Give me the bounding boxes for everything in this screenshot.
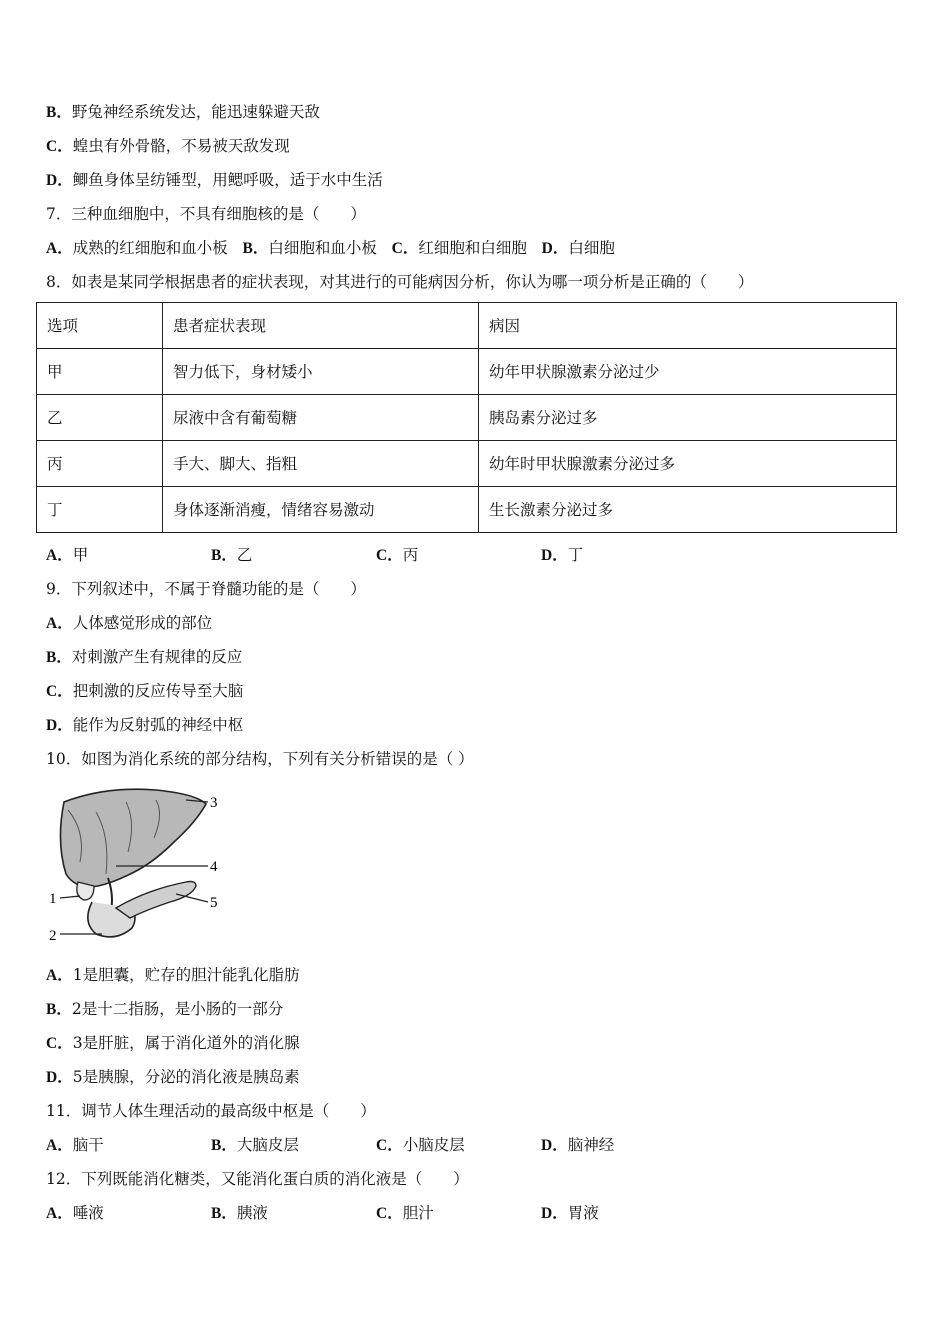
q10-stem: 10．如图为消化系统的部分结构，下列有关分析错误的是（ ） [46,750,474,768]
q10-option-c: C．3是肝脏，属于消化道外的消化腺 [46,1034,300,1052]
q11-option-a: A．脑干 [46,1136,104,1154]
table-cell: 乙 [37,395,163,441]
figure-label-2: 2 [49,928,57,944]
table-cell: 身体逐渐消瘦，情绪容易激动 [163,487,479,533]
table-header-cell: 病因 [479,303,897,349]
q9-option-d: D．能作为反射弧的神经中枢 [46,716,244,734]
table-cell: 幼年甲状腺激素分泌过少 [479,349,897,395]
q8-option-d: D．丁 [541,546,584,564]
gallbladder-shape [77,882,94,900]
table-cell: 丙 [37,441,163,487]
q12-option-b: B．胰液 [211,1204,268,1222]
q9-option-a: A．人体感觉形成的部位 [46,614,213,632]
q7-stem: 7．三种血细胞中，不具有细胞核的是（ ） [46,205,366,223]
table-cell: 幼年时甲状腺激素分泌过多 [479,441,897,487]
figure-label-5: 5 [210,895,218,911]
q10-option-d: D．5是胰腺，分泌的消化液是胰岛素 [46,1068,300,1086]
q7-option-d: D．白细胞 [541,239,615,257]
table-row [37,441,897,487]
q7-option-b: B．白细胞和血小板 [242,239,377,257]
q12-option-d: D．胃液 [541,1204,599,1222]
table-row [37,349,897,395]
q9-option-b: B．对刺激产生有规律的反应 [46,648,243,666]
q11-option-c: C．小脑皮层 [376,1136,465,1154]
q12-options [46,1203,599,1224]
table-row [37,487,897,533]
table-cell: 智力低下，身材矮小 [163,349,479,395]
q8-options [46,545,583,566]
q8-option-a: A．甲 [46,546,89,564]
table-cell: 甲 [37,349,163,395]
q8-stem: 8．如表是某同学根据患者的症状表现，对其进行的可能病因分析，你认为哪一项分析是正确的（ ） [46,273,754,291]
table-cell: 生长激素分泌过多 [479,487,897,533]
table-cell: 尿液中含有葡萄糖 [163,395,479,441]
table-header-cell: 选项 [37,303,163,349]
q9-stem: 9．下列叙述中，不属于脊髓功能的是（ ） [46,580,366,598]
digestive-system-figure [46,782,236,947]
pancreas-shape [116,882,196,919]
figure-label-3: 3 [210,795,218,811]
figure-label-4: 4 [210,859,218,875]
q10-option-a: A．1是胆囊，贮存的胆汁能乳化脂肪 [46,966,300,984]
q12-option-a: A．唾液 [46,1204,104,1222]
q6-option-b: B．野兔神经系统发达，能迅速躲避天敌 [46,103,320,121]
q6-option-c: C．蝗虫有外骨骼，不易被天敌发现 [46,137,290,155]
q9-option-c: C．把刺激的反应传导至大脑 [46,682,244,700]
q7-options [46,238,615,259]
q7-option-c: C．红细胞和白细胞 [391,239,527,257]
table-header-row [37,303,897,349]
table-row [37,395,897,441]
figure-label-1: 1 [49,891,57,907]
table-cell: 胰岛素分泌过多 [479,395,897,441]
leader-line [60,896,80,898]
q11-options [46,1135,614,1156]
table-cell: 丁 [37,487,163,533]
q12-option-c: C．胆汁 [376,1204,434,1222]
q8-option-b: B．乙 [211,546,253,564]
table-cell: 手大、脚大、指粗 [163,441,479,487]
q11-option-b: B．大脑皮层 [211,1136,299,1154]
q10-option-b: B．2是十二指肠，是小肠的一部分 [46,1000,284,1018]
q6-option-d: D．鲫鱼身体呈纺锤型，用鳃呼吸，适于水中生活 [46,171,383,189]
q7-option-a: A．成熟的红细胞和血小板 [46,239,228,257]
table-header-cell: 患者症状表现 [163,303,479,349]
q11-option-d: D．脑神经 [541,1136,615,1154]
q12-stem: 12．下列既能消化糖类，又能消化蛋白质的消化液是（ ） [46,1170,469,1188]
q8-table [36,302,897,533]
q8-option-c: C．丙 [376,546,419,564]
q11-stem: 11．调节人体生理活动的最高级中枢是（ ） [46,1102,376,1120]
liver-shape [60,789,206,887]
